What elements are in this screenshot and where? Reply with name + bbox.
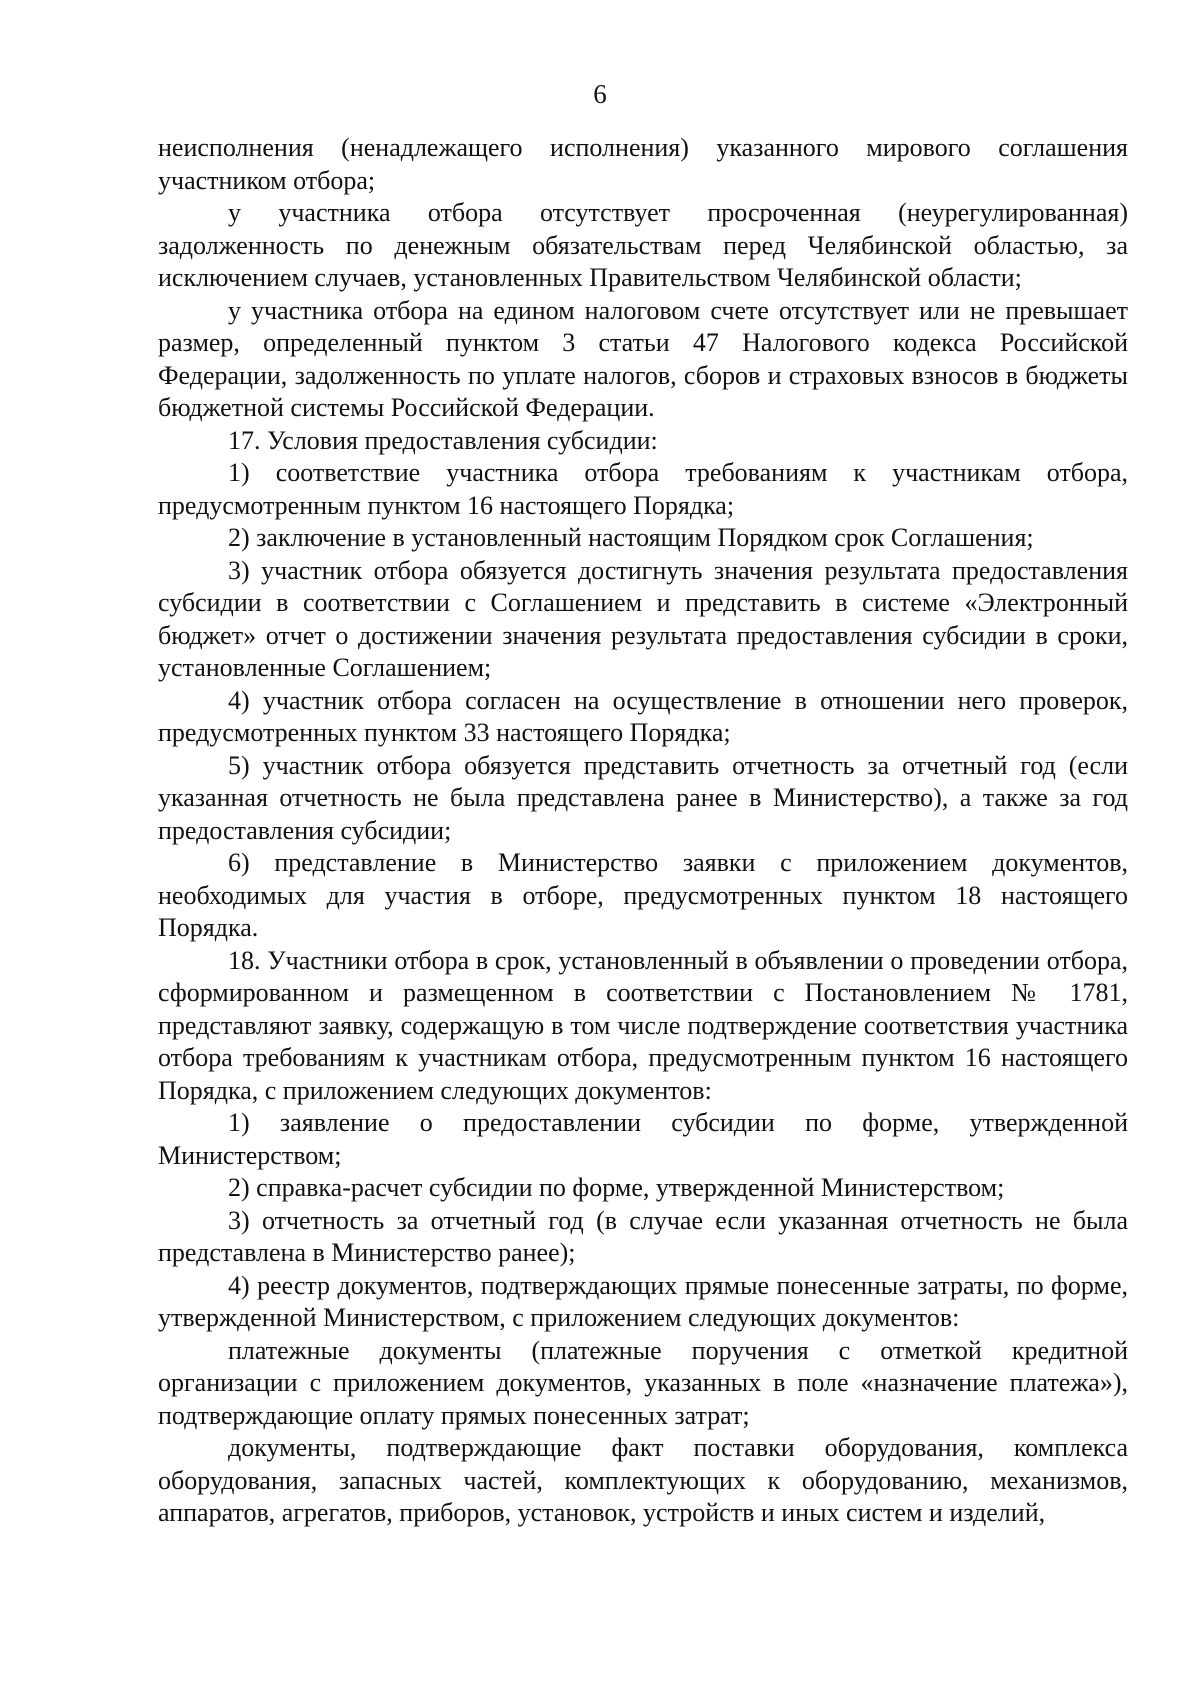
section-17-item-3: 3) участник отбора обязуется достигнуть значения результата предоставления субсидии в соответствии с Соглашением и представить в системе «Электронный бюджет» отчет о достижении значения результата предоставления субсидии в сроки, установленные Соглашением; <box>158 555 1128 682</box>
paragraph-continuation: неисполнения (ненадлежащего исполнения) указанного мирового соглашения участником отбора; <box>158 133 1128 195</box>
section-17-item-4: 4) участник отбора согласен на осуществление в отношении него проверок, предусмотренных пунктом 33 настоящего Порядка; <box>158 685 1128 747</box>
section-18-intro: 18. Участники отбора в срок, установленный в объявлении о проведении отбора, сформированном и размещенном в соответствии с Постановлением № 1781, представляют заявку, содержащую в том числе подтверждение соответствия участника отбора требованиям к участникам отбора, предусмотренным пунктом 16 настоящего Порядка, с приложением следующих документов: <box>158 945 1128 1105</box>
page-number: 6 <box>593 79 607 109</box>
section-18-item-2: 2) справка-расчет субсидии по форме, утвержденной Министерством; <box>228 1173 1005 1202</box>
delivery-documents-paragraph: документы, подтверждающие факт поставки оборудования, комплекса оборудования, запасных частей, комплектующих к оборудованию, механизмов, аппаратов, агрегатов, приборов, установок, устройств и иных систем и изделий, <box>158 1433 1128 1527</box>
document-body <box>158 132 1128 1530</box>
section-17-item-1: 1) соответствие участника отбора требованиям к участникам отбора, предусмотренным пунктом 16 настоящего Порядка; <box>158 458 1128 520</box>
section-17-item-2: 2) заключение в установленный настоящим Порядком срок Соглашения; <box>228 523 1034 552</box>
section-17-item-6: 6) представление в Министерство заявки с приложением документов, необходимых для участия в отборе, предусмотренных пунктом 18 настоящего Порядка. <box>158 848 1128 942</box>
section-18-item-4: 4) реестр документов, подтверждающих прямые понесенные затраты, по форме, утвержденной Министерством, с приложением следующих документов: <box>158 1270 1128 1332</box>
paragraph-tax-account: у участника отбора на едином налоговом счете отсутствует или не превышает размер, определенный пунктом 3 статьи 47 Налогового кодекса Российской Федерации, задолженность по уплате налогов, сборов и страховых взносов в бюджеты бюджетной системы Российской Федерации. <box>158 295 1128 422</box>
section-18-item-1: 1) заявление о предоставлении субсидии по форме, утвержденной Министерством; <box>158 1108 1128 1170</box>
section-17-heading: 17. Условия предоставления субсидии: <box>228 425 658 455</box>
section-17-item-5: 5) участник отбора обязуется представить отчетность за отчетный год (если указанная отчетность не была представлена ранее в Министерство), а также за год предоставления субсидии; <box>158 750 1128 845</box>
paragraph-no-debt-to-region: у участника отбора отсутствует просроченная (неурегулированная) задолженность по денежным обязательствам перед Челябинской областью, за исключением случаев, установленных Правительством Челябинской области; <box>158 198 1128 292</box>
section-18-item-3: 3) отчетность за отчетный год (в случае если указанная отчетность не была представлена в Министерство ранее); <box>158 1205 1128 1267</box>
payment-documents-paragraph: платежные документы (платежные поручения с отметкой кредитной организации с приложением документов, указанных в поле «назначение платежа»), подтверждающие оплату прямых понесенных затрат; <box>158 1335 1128 1430</box>
